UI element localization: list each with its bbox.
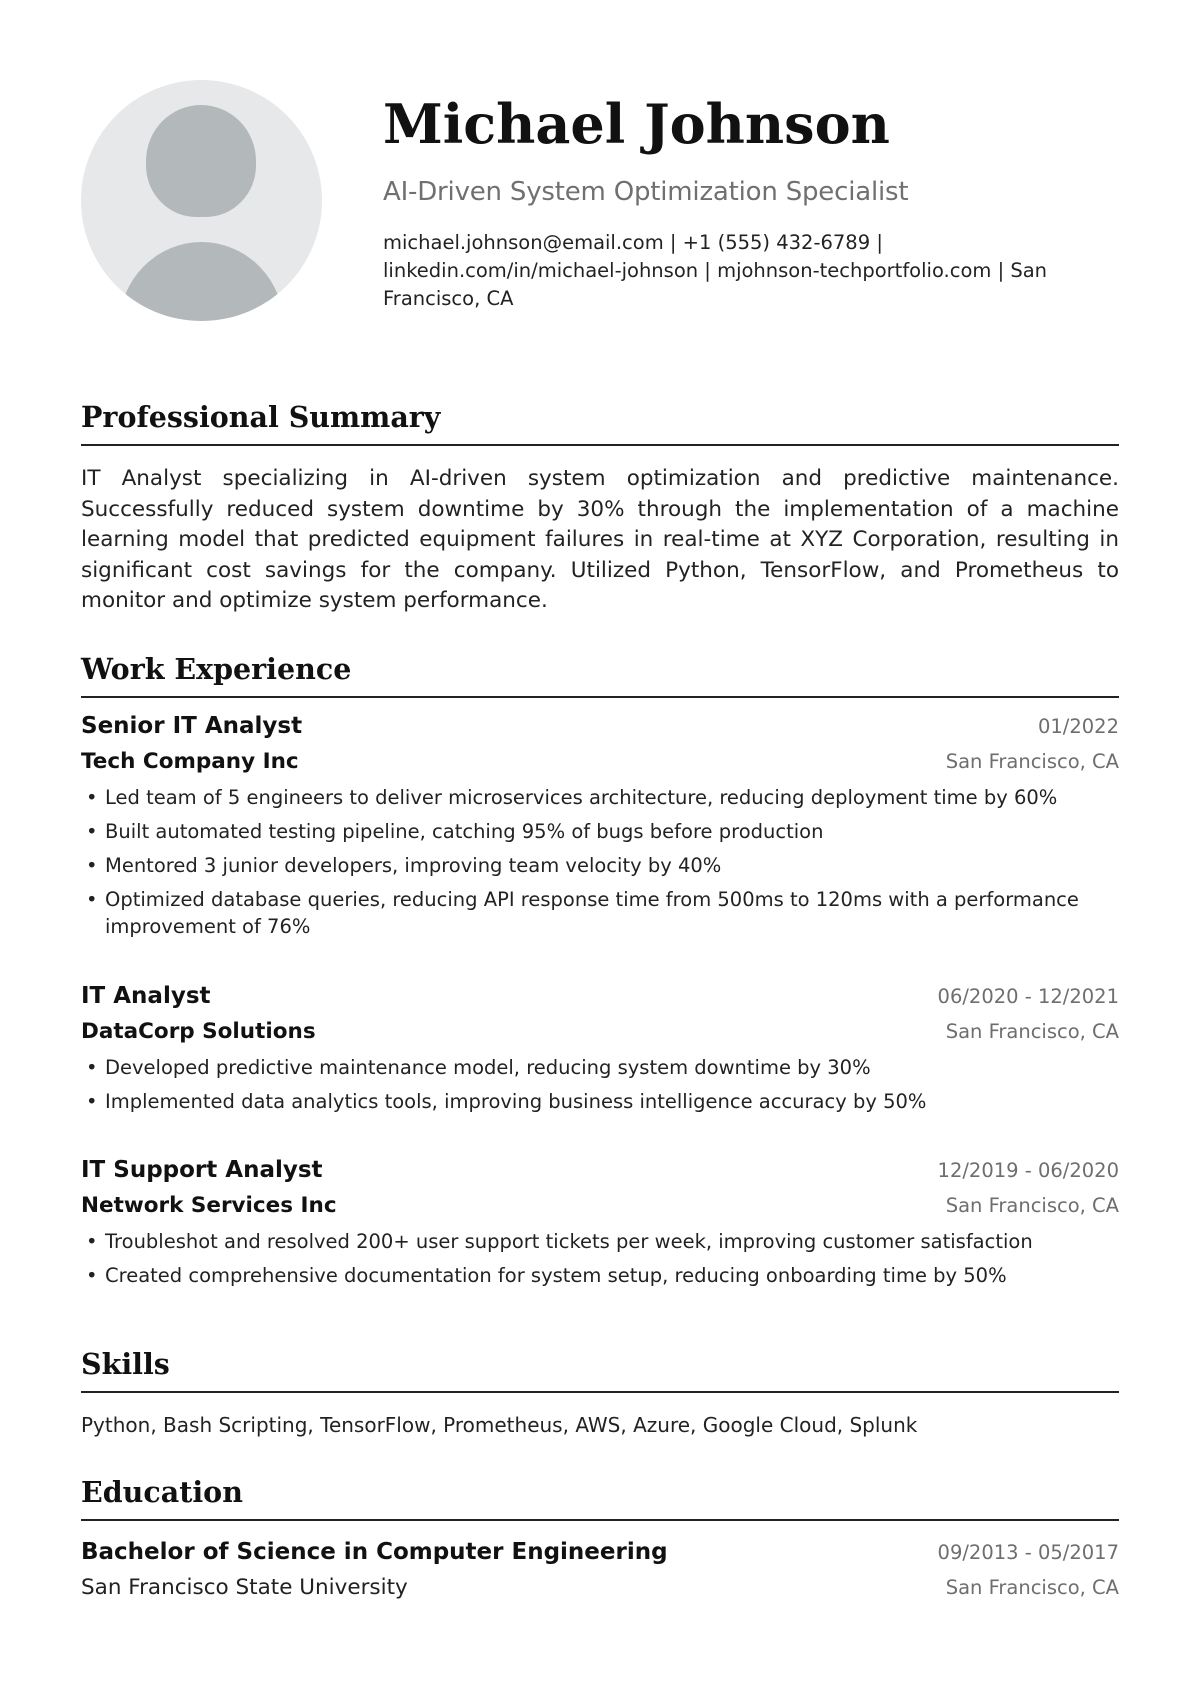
section-title-education: Education	[81, 1475, 243, 1509]
job-title: IT Analyst	[81, 983, 211, 1009]
summary-text: IT Analyst specializing in AI-driven system optimization and predictive maintenance. Successfully reduced system downtime by 30% through the implementation of a machine learning model that predicted equipment failures in real-time at XYZ Corporation, resulting in significant cost savings for the company. Utilized Python, TensorFlow, and Prometheus to monitor and optimize system performance.	[81, 466, 1119, 613]
job-title: IT Support Analyst	[81, 1157, 323, 1183]
education-school: San Francisco State University	[81, 1575, 408, 1600]
job-company: Tech Company Inc	[81, 749, 299, 774]
section-divider	[81, 1519, 1119, 1521]
education-dates: 09/2013 - 05/2017	[937, 1541, 1119, 1564]
section-title-skills: Skills	[81, 1347, 170, 1381]
section-title-summary: Professional Summary	[81, 400, 441, 434]
job-dates: 01/2022	[1037, 715, 1119, 738]
job-dates: 12/2019 - 06/2020	[937, 1159, 1119, 1182]
job-bullets	[81, 1228, 1081, 1296]
contact-info: michael.johnson@email.com | +1 (555) 432-6789 | linkedin.com/in/michael-johnson | mjohnson-techportfolio.com | San Francisco, CA	[383, 231, 1048, 310]
list-item: • Led team of 5 engineers to deliver microservices architecture, reducing deployment time by 60%	[81, 784, 1081, 811]
job-header-row	[81, 983, 1119, 1009]
avatar-placeholder-icon	[81, 80, 322, 321]
job-company-row	[81, 1019, 1119, 1044]
job-bullets	[81, 784, 1081, 947]
job-bullets	[81, 1054, 1081, 1122]
list-item: • Troubleshot and resolved 200+ user support tickets per week, improving customer satisfaction	[81, 1228, 1081, 1255]
avatar-shoulders-shape	[119, 242, 284, 321]
list-item: • Developed predictive maintenance model, reducing system downtime by 30%	[81, 1054, 1081, 1081]
job-title: Senior IT Analyst	[81, 713, 303, 739]
job-company-row	[81, 749, 1119, 774]
education-degree: Bachelor of Science in Computer Engineering	[81, 1539, 668, 1565]
list-item: • Implemented data analytics tools, improving business intelligence accuracy by 50%	[81, 1088, 1081, 1115]
list-item: • Created comprehensive documentation for system setup, reducing onboarding time by 50%	[81, 1262, 1081, 1289]
section-divider	[81, 696, 1119, 698]
skills-list: Python, Bash Scripting, TensorFlow, Prometheus, AWS, Azure, Google Cloud, Splunk	[81, 1413, 918, 1437]
education-header-row	[81, 1539, 1119, 1565]
job-company: Network Services Inc	[81, 1193, 337, 1218]
candidate-name: Michael Johnson	[383, 92, 890, 156]
candidate-headline: AI-Driven System Optimization Specialist	[383, 177, 909, 207]
education-school-row	[81, 1575, 1119, 1600]
list-item: • Optimized database queries, reducing API response time from 500ms to 120ms with a performance improvement of 76%	[81, 886, 1081, 940]
section-divider	[81, 444, 1119, 446]
job-location: San Francisco, CA	[945, 1194, 1119, 1217]
job-location: San Francisco, CA	[945, 1020, 1119, 1043]
job-header-row	[81, 713, 1119, 739]
job-company: DataCorp Solutions	[81, 1019, 316, 1044]
job-header-row	[81, 1157, 1119, 1183]
section-title-experience: Work Experience	[81, 652, 352, 686]
section-divider	[81, 1391, 1119, 1393]
avatar-head-shape	[146, 105, 256, 217]
list-item: • Built automated testing pipeline, catching 95% of bugs before production	[81, 818, 1081, 845]
education-location: San Francisco, CA	[945, 1576, 1119, 1599]
list-item: • Mentored 3 junior developers, improving team velocity by 40%	[81, 852, 1081, 879]
job-dates: 06/2020 - 12/2021	[937, 985, 1119, 1008]
job-location: San Francisco, CA	[945, 750, 1119, 773]
job-company-row	[81, 1193, 1119, 1218]
